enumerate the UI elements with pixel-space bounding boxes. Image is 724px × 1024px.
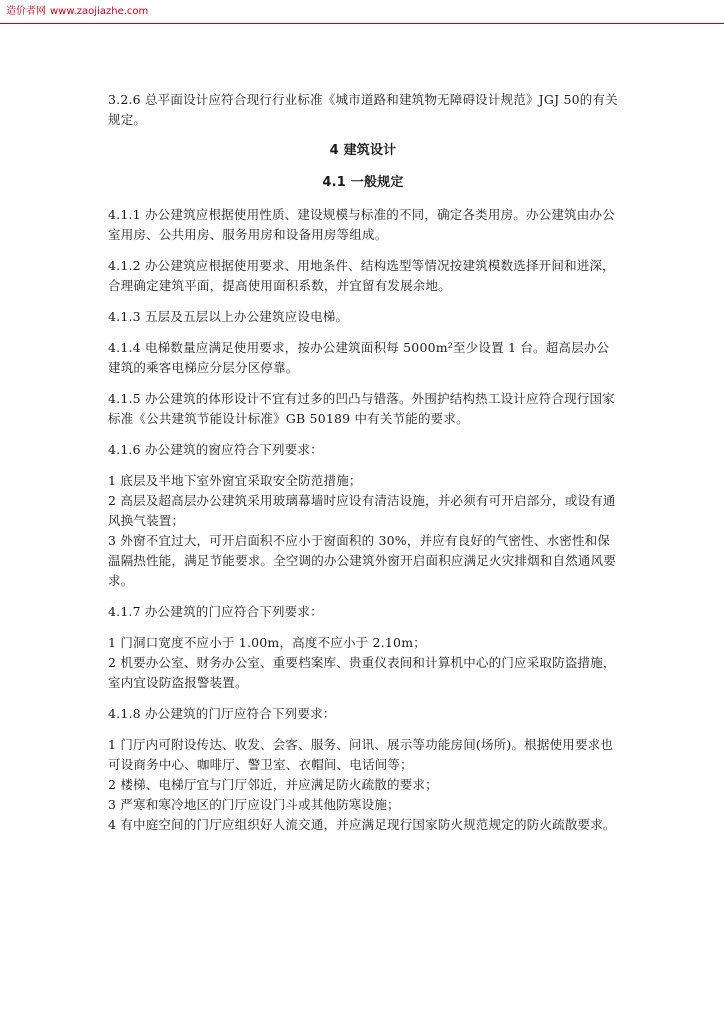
list-item: 2 高层及超高层办公建筑采用玻璃幕墙时应设有清洁设施，并必须有可开启部分，或设有通风换气装置； (108, 493, 616, 528)
clause-text: 4.1.8 办公建筑的门厅应符合下列要求： (108, 706, 336, 721)
clause-4-1-4 (108, 338, 618, 378)
watermark-site-name: 造价者网 (6, 6, 46, 17)
clause-text: 4.1.3 五层及五层以上办公建筑应设电梯。 (108, 309, 349, 324)
clause-text: 3.2.6 总平面设计应符合现行行业标准《城市道路和建筑物无障碍设计规范》JGJ 50的有关规定。 (108, 92, 618, 127)
clause-4-1-2 (108, 256, 618, 296)
clause-4-1-6 (108, 440, 618, 460)
section-title: 4.1 一般规定 (322, 175, 404, 190)
list-item: 1 底层及半地下室外窗宜采取安全防范措施； (108, 473, 362, 488)
clause-4-1-3 (108, 307, 618, 327)
watermark-url[interactable]: www.zaojiazhe.com (50, 6, 149, 17)
clause-4-1-7-list (108, 633, 618, 693)
clause-4-1-7 (108, 602, 618, 622)
chapter-title: 4 建筑设计 (329, 143, 397, 158)
clause-4-1-1 (108, 205, 618, 245)
list-item: 3 严寒和寒冷地区的门厅应设门斗或其他防寒设施； (108, 797, 400, 812)
clause-text: 4.1.6 办公建筑的窗应符合下列要求： (108, 442, 323, 457)
clause-text: 4.1.7 办公建筑的门应符合下列要求： (108, 604, 323, 619)
header-divider (0, 23, 724, 24)
clause-4-1-6-list (108, 471, 618, 591)
clause-text: 4.1.5 办公建筑的体形设计不宜有过多的凹凸与错落。外围护结构热工设计应符合现行国家标准《公共建筑节能设计标准》GB 50189 中有关节能的要求。 (108, 391, 615, 426)
document-body (108, 90, 618, 846)
clause-text: 4.1.4 电梯数量应满足使用要求，按办公建筑面积每 5000m²至少设置 1 台。超高层办公建筑的乘客电梯应分层分区停靠。 (108, 340, 610, 375)
list-item: 2 机要办公室、财务办公室、重要档案库、贵重仪表间和计算机中心的门应采取防盗措施，室内宜设防盗报警装置。 (108, 655, 616, 690)
watermark-header (6, 5, 148, 19)
clause-4-1-8-list (108, 735, 618, 835)
list-item: 1 门厅内可附设传达、收发、会客、服务、问讯、展示等功能房间(场所)。根据使用要求也可设商务中心、咖啡厅、警卫室、衣帽间、电话间等； (108, 737, 614, 772)
clause-4-1-5 (108, 389, 618, 429)
list-item: 1 门洞口宽度不应小于 1.00m，高度不应小于 2.10m； (108, 635, 426, 650)
list-item: 3 外窗不宜过大，可开启面积不应小于窗面积的 30%，并应有良好的气密性、水密性和保温隔热性能，满足节能要求。全空调的办公建筑外窗开启面积应满足火灾排烟和自然通风要求。 (108, 533, 617, 588)
clause-3-2-6 (108, 90, 618, 130)
list-item: 4 有中庭空间的门厅应组织好人流交通，并应满足现行国家防火规范规定的防火疏散要求。 (108, 817, 616, 832)
clause-text: 4.1.2 办公建筑应根据使用要求、用地条件、结构选型等情况按建筑模数选择开间和进深，合理确定建筑平面，提高使用面积系数，并宜留有发展余地。 (108, 258, 615, 293)
clause-4-1-8 (108, 704, 618, 724)
clause-text: 4.1.1 办公建筑应根据使用性质、建设规模与标准的不同，确定各类用房。办公建筑由办公室用房、公共用房、服务用房和设备用房等组成。 (108, 207, 615, 242)
list-item: 2 楼梯、电梯厅宜与门厅邻近，并应满足防火疏散的要求； (108, 777, 438, 792)
